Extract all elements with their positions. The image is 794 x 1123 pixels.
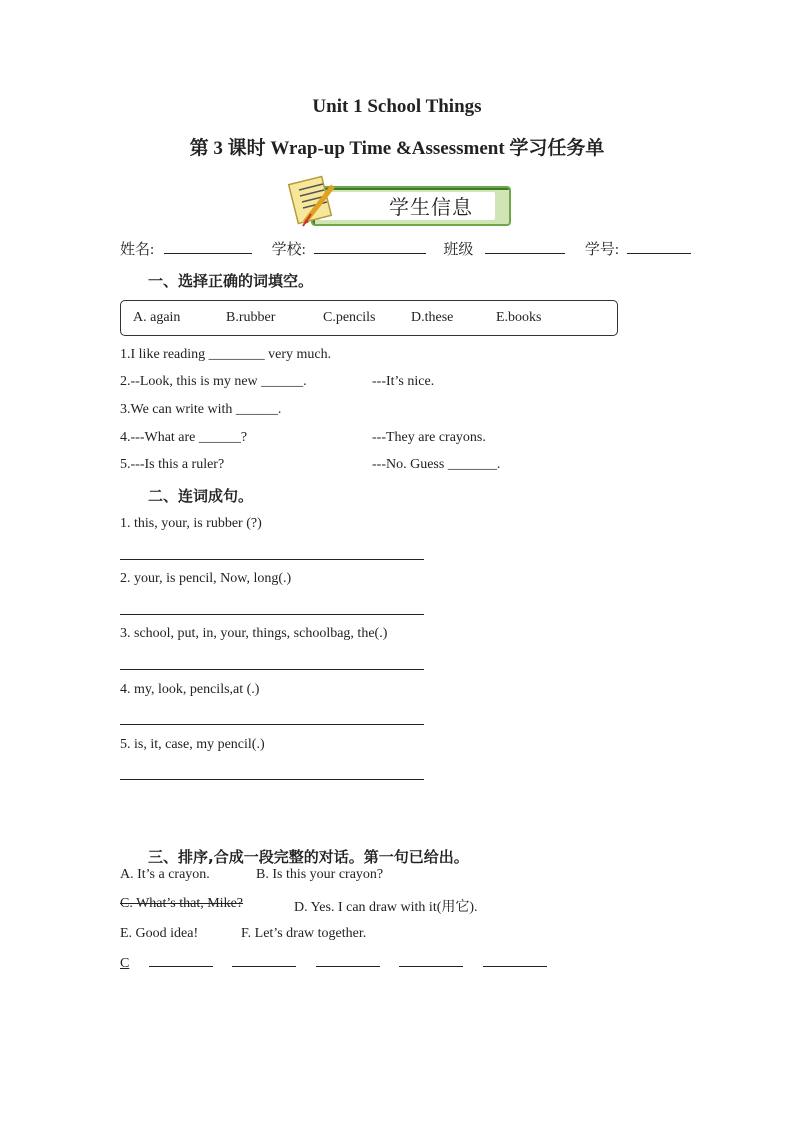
order-answer-row bbox=[120, 954, 563, 972]
question-5-reply: ---No. Guess _______. bbox=[372, 457, 501, 472]
name-field[interactable] bbox=[164, 239, 252, 254]
question-3: 3.We can write with ______. bbox=[120, 402, 282, 417]
answer-line-1[interactable] bbox=[120, 559, 424, 560]
worksheet-subtitle: 第 3 课时 Wrap-up Time &Assessment 学习任务单 bbox=[189, 138, 605, 159]
answer-line-4[interactable] bbox=[120, 724, 424, 725]
sentence-item-1: 1. this, your, is rubber (?) bbox=[120, 516, 262, 531]
option-c: C.pencils bbox=[323, 310, 376, 325]
order-blank-5[interactable] bbox=[399, 954, 463, 967]
class-label: 班级 bbox=[443, 242, 474, 258]
answer-line-3[interactable] bbox=[120, 669, 424, 670]
banner-label: 学生信息 bbox=[389, 195, 473, 219]
dialogue-b: B. Is this your crayon? bbox=[256, 867, 384, 882]
question-4-reply: ---They are crayons. bbox=[372, 430, 486, 445]
answer-line-2[interactable] bbox=[120, 614, 424, 615]
order-blank-3[interactable] bbox=[232, 954, 296, 967]
dialogue-f: F. Let’s draw together. bbox=[241, 926, 367, 941]
school-label: 学校: bbox=[271, 242, 306, 258]
question-4: 4.---What are ______? bbox=[120, 430, 248, 445]
sentence-item-4: 4. my, look, pencils,at (.) bbox=[120, 682, 260, 697]
option-a: A. again bbox=[133, 310, 181, 325]
option-b: B.rubber bbox=[226, 310, 276, 325]
sentence-item-2: 2. your, is pencil, Now, long(.) bbox=[120, 571, 292, 586]
school-field[interactable] bbox=[314, 239, 426, 254]
section3-heading: 三、排序,合成一段完整的对话。第一句已给出。 bbox=[148, 848, 469, 866]
student-info-row bbox=[120, 238, 691, 259]
number-label: 学号: bbox=[584, 242, 620, 258]
notepad-icon bbox=[285, 174, 355, 230]
sentence-item-5: 5. is, it, case, my pencil(.) bbox=[120, 737, 265, 752]
name-label: 姓名: bbox=[120, 242, 155, 258]
option-e: E.books bbox=[496, 310, 542, 325]
dialogue-c: C. What’s that, Mike? bbox=[120, 896, 243, 911]
first-answer: C bbox=[120, 956, 130, 971]
answer-line-5[interactable] bbox=[120, 779, 424, 780]
dialogue-d: D. Yes. I can draw with it(用它). bbox=[294, 900, 478, 915]
number-field[interactable] bbox=[627, 239, 691, 254]
order-blank-2[interactable] bbox=[149, 954, 213, 967]
worksheet-title: Unit 1 School Things bbox=[312, 96, 482, 117]
question-2: 2.--Look, this is my new ______. bbox=[120, 374, 307, 389]
student-info-banner bbox=[285, 174, 511, 230]
sentence-item-3: 3. school, put, in, your, things, schoolbag, the(.) bbox=[120, 626, 388, 641]
option-d: D.these bbox=[411, 310, 454, 325]
question-5: 5.---Is this a ruler? bbox=[120, 457, 225, 472]
order-blank-6[interactable] bbox=[483, 954, 547, 967]
dialogue-a: A. It’s a crayon. bbox=[120, 867, 210, 882]
question-1: 1.I like reading ________ very much. bbox=[120, 347, 332, 362]
section1-heading: 一、选择正确的词填空。 bbox=[148, 272, 314, 290]
question-2-reply: ---It’s nice. bbox=[372, 374, 435, 389]
word-bank-box bbox=[120, 300, 618, 336]
class-field[interactable] bbox=[485, 239, 565, 254]
dialogue-e: E. Good idea! bbox=[120, 926, 199, 941]
order-blank-4[interactable] bbox=[316, 954, 380, 967]
section2-heading: 二、连词成句。 bbox=[148, 487, 254, 505]
